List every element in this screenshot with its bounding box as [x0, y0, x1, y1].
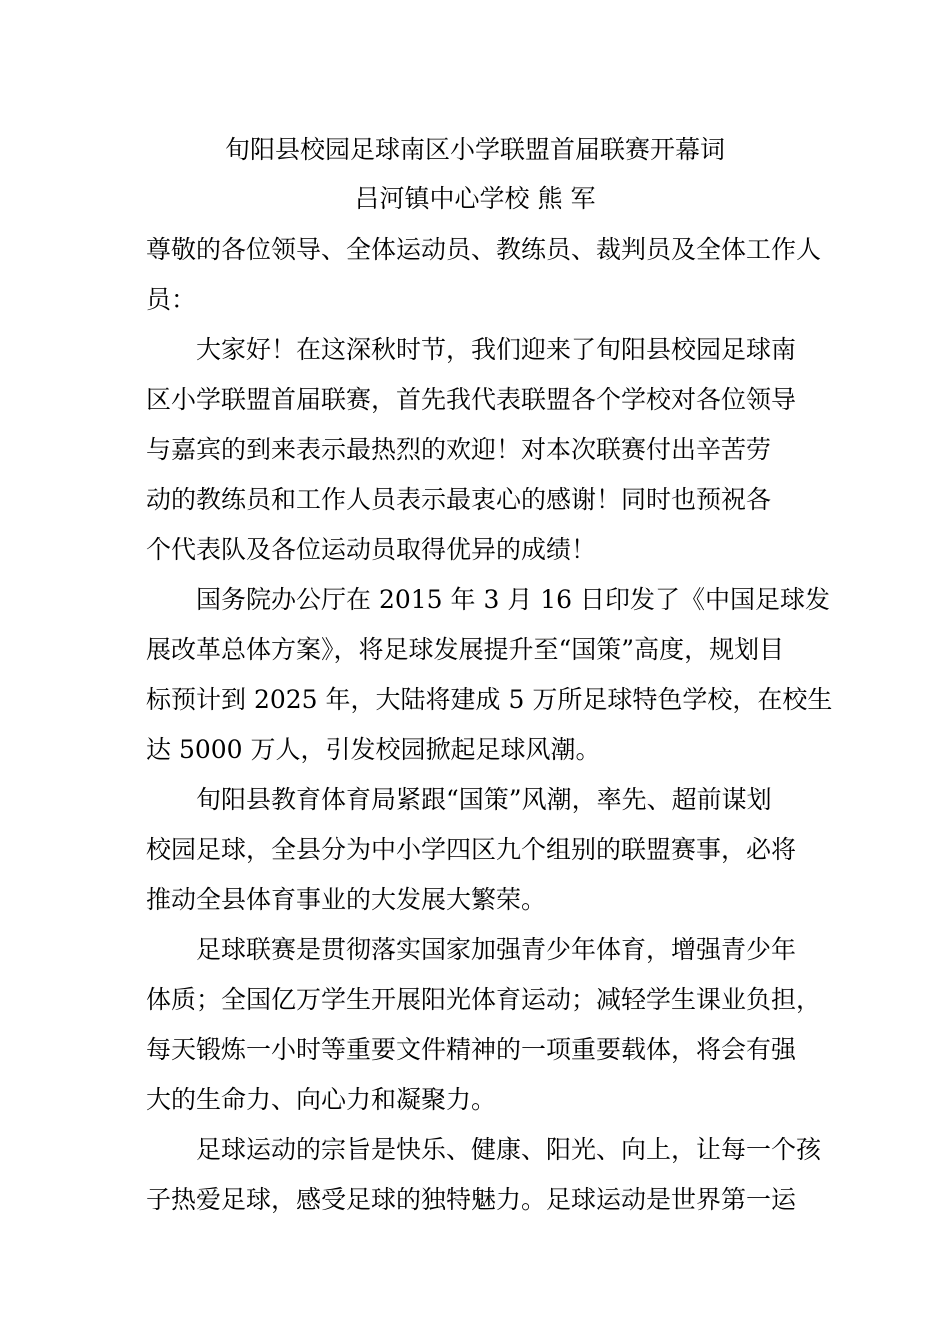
paragraph-line: 标预计到 2025 年，大陆将建成 5 万所足球特色学校，在校生: [146, 685, 833, 714]
paragraph-line: 展改革总体方案》，将足球发展提升至“国策”高度，规划目: [146, 635, 785, 664]
paragraph-line: 员：: [146, 285, 197, 314]
paragraph-line: 大家好！在这深秋时节，我们迎来了旬阳县校园足球南: [196, 335, 797, 364]
paragraph-line: 每天锻炼一小时等重要文件精神的一项重要载体，将会有强: [146, 1035, 797, 1064]
paragraph-line: 尊敬的各位领导、全体运动员、教练员、裁判员及全体工作人: [146, 235, 822, 264]
paragraph-line: 与嘉宾的到来表示最热烈的欢迎！对本次联赛付出辛苦劳: [146, 435, 772, 464]
paragraph-line: 体质；全国亿万学生开展阳光体育运动；减轻学生课业负担，: [146, 985, 822, 1014]
paragraph-line: 子热爱足球，感受足球的独特魅力。足球运动是世界第一运: [146, 1185, 797, 1214]
paragraph: [146, 225, 822, 325]
paragraph: [146, 925, 822, 1125]
paragraph-line: 个代表队及各位运动员取得优异的成绩！: [146, 535, 597, 564]
paragraph-line: 达 5000 万人，引发校园掀起足球风潮。: [146, 735, 601, 764]
paragraph: [146, 1125, 822, 1225]
paragraph-line: 旬阳县教育体育局紧跟“国策”风潮，率先、超前谋划: [196, 785, 772, 814]
paragraph-line: 区小学联盟首届联赛，首先我代表联盟各个学校对各位领导: [146, 385, 797, 414]
paragraph-line: 校园足球，全县分为中小学四区九个组别的联盟赛事，必将: [146, 835, 797, 864]
document-body: [146, 225, 833, 1225]
paragraph-line: 动的教练员和工作人员表示最衷心的感谢！同时也预祝各: [146, 485, 772, 514]
paragraph-line: 国务院办公厅在 2015 年 3 月 16 日印发了《中国足球发: [196, 585, 831, 614]
paragraph-line: 推动全县体育事业的大发展大繁荣。: [146, 885, 547, 914]
paragraph-line: 足球联赛是贯彻落实国家加强青少年体育，增强青少年: [196, 935, 797, 964]
paragraph: [146, 775, 810, 925]
paragraph: [146, 575, 833, 775]
document-title: 旬阳县校园足球南区小学联盟首届联赛开幕词: [224, 135, 725, 164]
author-line: 吕河镇中心学校 熊 军: [354, 184, 596, 213]
paragraph-line: 足球运动的宗旨是快乐、健康、阳光、向上，让每一个孩: [196, 1135, 822, 1164]
paragraph-line: 大的生命力、向心力和凝聚力。: [146, 1085, 497, 1114]
paragraph: [146, 325, 810, 575]
